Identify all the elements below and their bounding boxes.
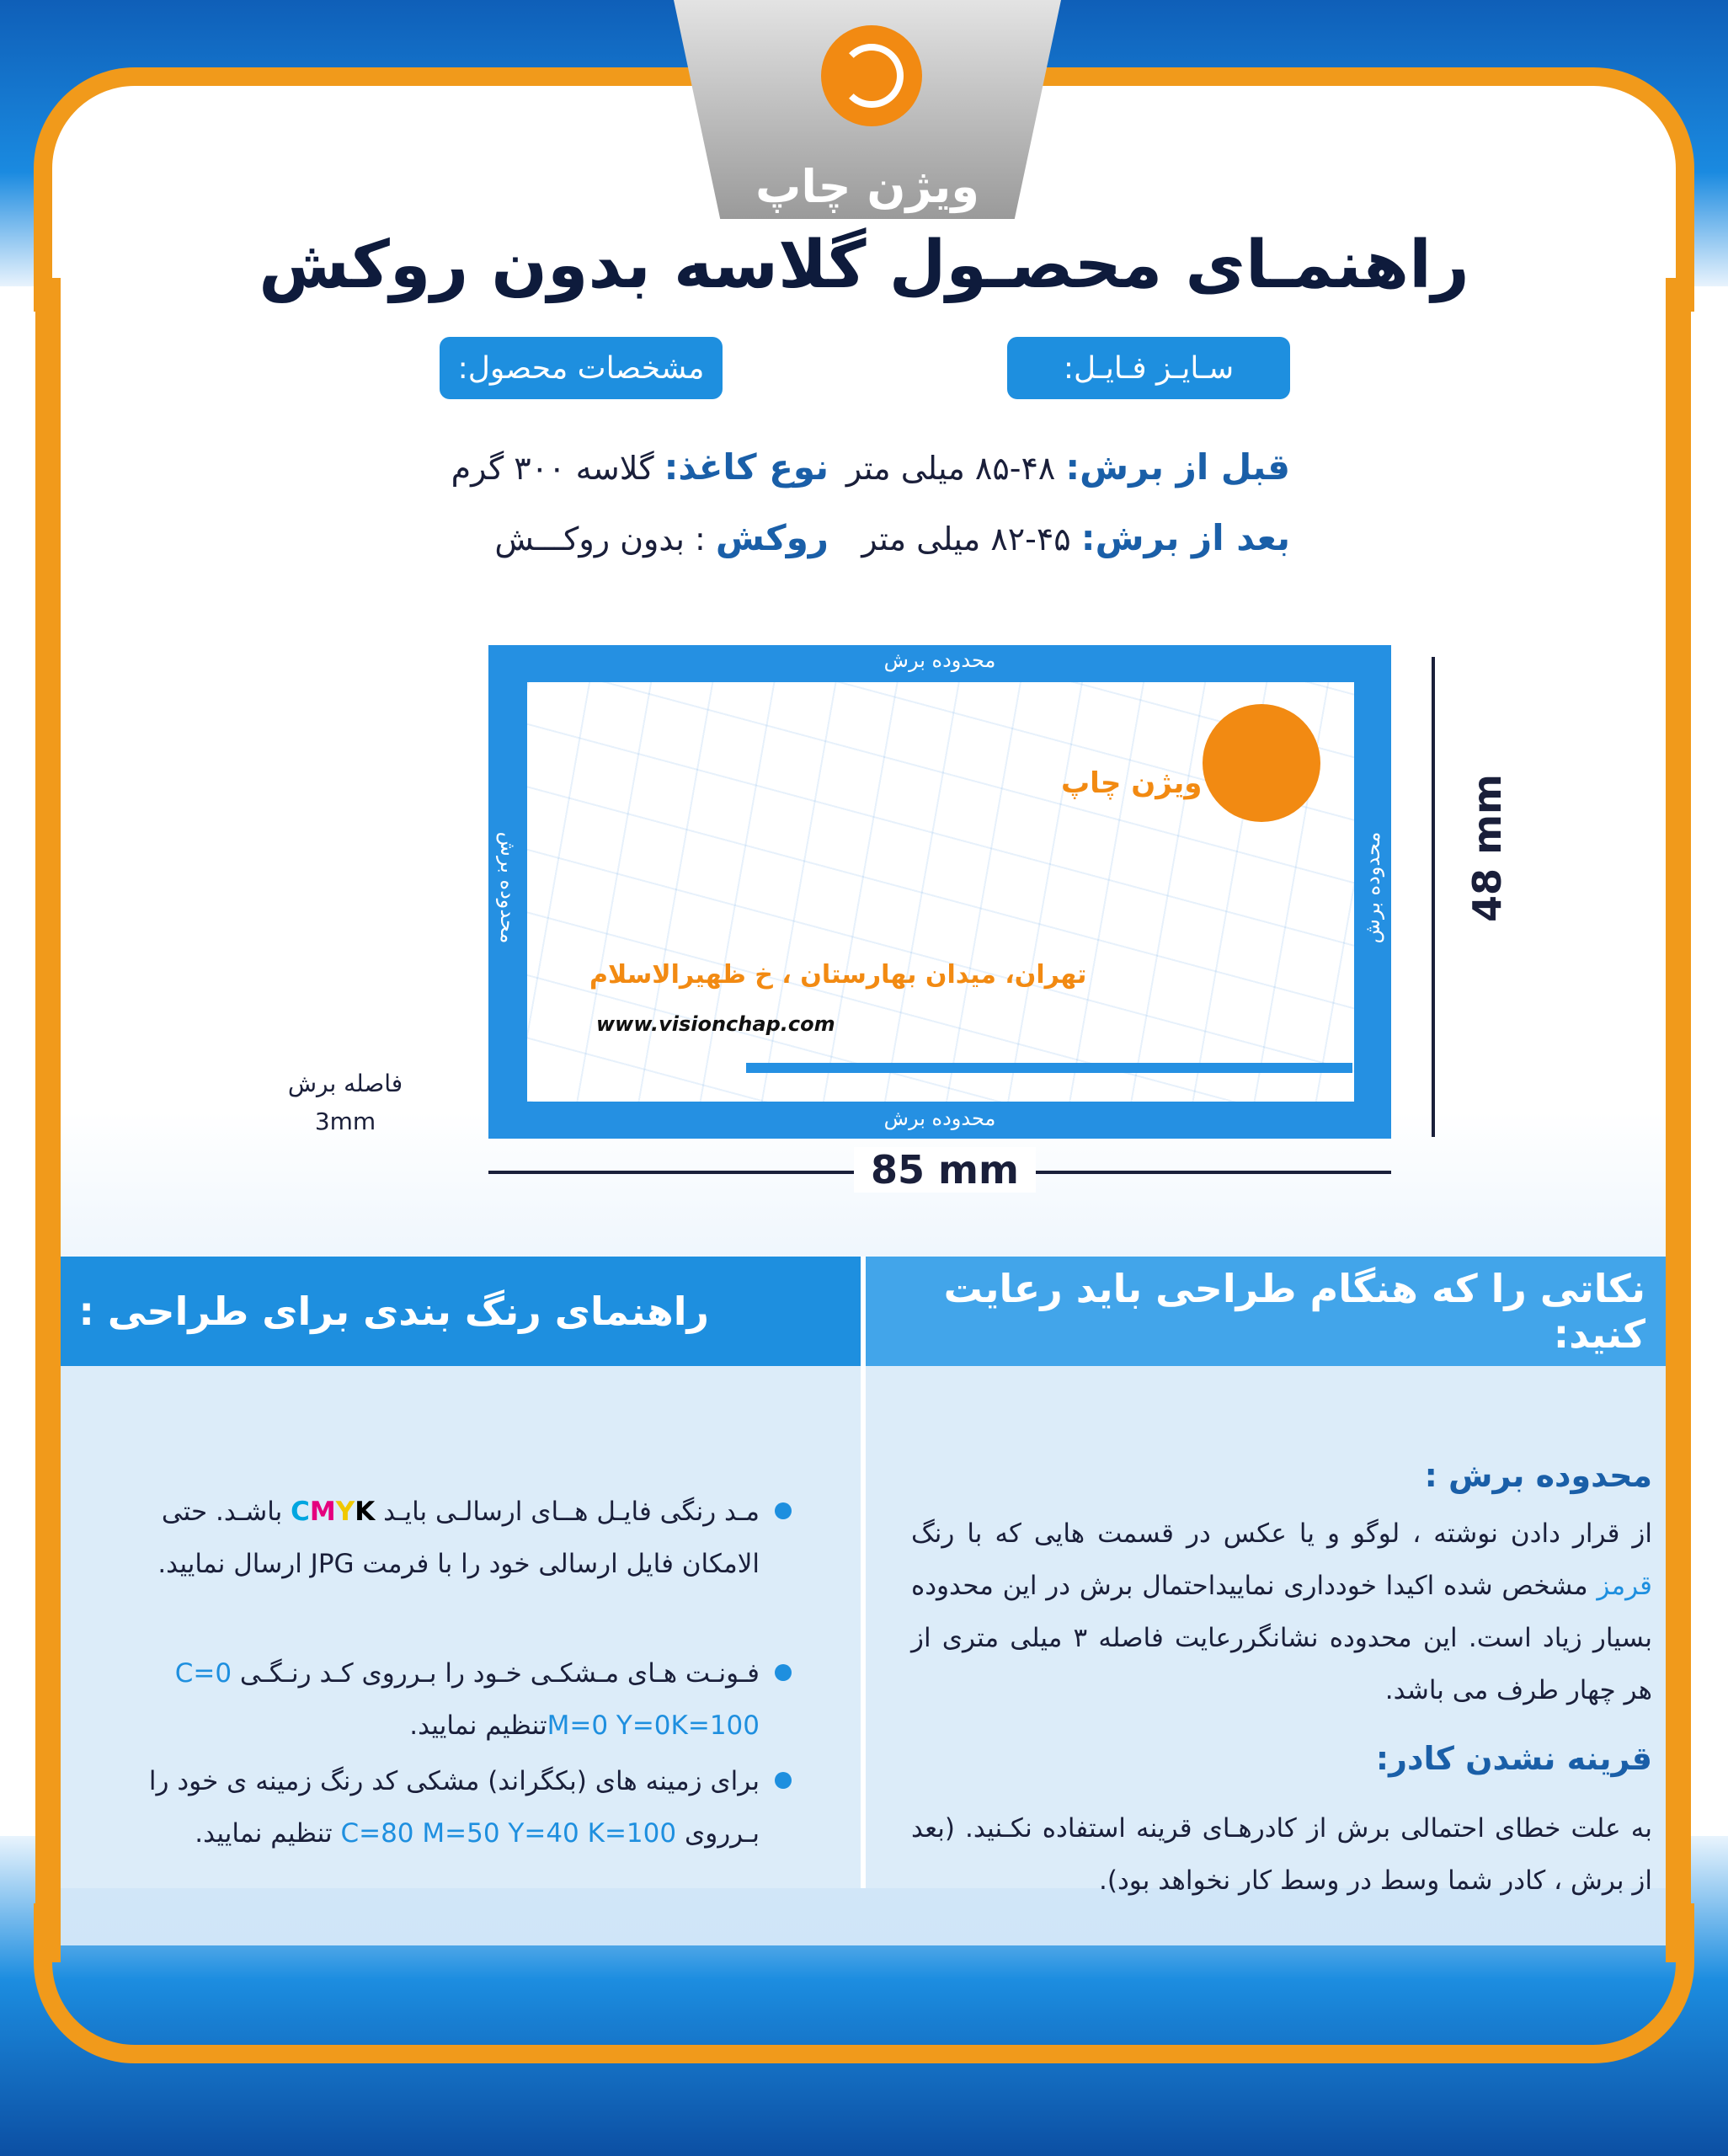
after-cut-key: بعد از برش: [1080,517,1290,558]
card-brand-name: ویژن چاپ [1061,766,1203,800]
coating-key: روکش [715,517,829,558]
bullet-dot-3 [775,1772,792,1789]
b2-pre: فـونـت هـای مـشکـی خـود را بـرروی کـد رنـگـی [239,1658,760,1689]
frame-left-bar [35,278,61,1962]
paper-value: گلاسه ۳۰۰ گرم [451,450,654,487]
brand-logo-icon [821,25,922,126]
card-address: تهران، میدان بهارستان ، خ ظهیرالاسلام [589,960,1087,990]
cut-area-text [911,1508,1652,1716]
gap-label: فاصله برش [287,1070,403,1097]
frame-text: به علت خطای احتمالی برش از کادرهـای قرینه استفاده نکـنید. (بعد از برش ، کادر شما وسط در وسط کار نخواهد بود). [911,1813,1652,1896]
cmyk-m: M [309,1497,336,1527]
after-cut-value: ۴۵-۸۲ [990,520,1071,558]
cut-label-top: محدوده برش [883,648,996,672]
gap-value: 3mm [314,1107,376,1135]
card-website: www.visionchap.com [596,1012,835,1036]
before-cut-key: قبل از برش: [1065,446,1290,488]
card-stripe [746,1063,1352,1073]
cut-text-2: مشخص شده اکیدا خودداری نماییداحتمال برش در این محدوده بسیار زیاد است. این محدوده نشانگررعایت فاصله ۳ میلی متری از هر چهار طرف می باشد. [911,1571,1652,1705]
section-divider [861,1257,866,1888]
cut-text-red: قرمز [1597,1571,1652,1601]
after-cut-unit: میلی متر [861,520,981,558]
product-specs-badge: مشخصات محصول: [440,337,723,399]
cut-label-bottom: محدوده برش [883,1107,996,1130]
before-cut-unit: میلی متر [845,450,965,487]
before-cut-row [846,446,1290,488]
b3-pre: برای زمینه های (بکگراند) مشکی کد رنگ زمینه ی خود را بـرروی [148,1766,760,1849]
cut-label-left: محدوده برش [496,831,520,944]
page-title: راهنمـای محصـول گلاسه بدون روکش [259,227,1469,303]
bullet-dot-2 [775,1664,792,1681]
b2-code: C=0 M=0 Y=0K=100 [174,1658,760,1741]
brand-name: ویژن چاپ [755,160,979,213]
frame-title: قرینه نشدن کادر: [1375,1740,1652,1777]
frame-right-bar [1666,278,1691,1962]
b1-pre: مـد رنگی فایـل هــای ارسالـی بایـد [383,1497,760,1527]
coating-row [494,517,829,558]
b3-post: تنظیم نمایید. [195,1818,333,1849]
coating-value: بدون روکـــش [494,520,685,558]
cmyk-y: Y [335,1497,355,1527]
card-logo-icon [1203,704,1320,822]
cut-area-title: محدوده برش : [1424,1457,1652,1494]
color-mode-bullet [120,1486,760,1590]
bullet-dot-1 [775,1502,792,1519]
cmyk-c: C [291,1497,310,1527]
height-label: 48 mm [1464,767,1510,929]
height-arrow [1432,657,1435,1137]
background-color-bullet [120,1755,760,1860]
cmyk-k: K [355,1497,376,1527]
after-cut-row [861,517,1290,558]
before-cut-value: ۴۸-۸۵ [974,450,1056,487]
cut-text-1: از قرار دادن نوشته ، لوگو و یا عکس در قسمت هایی که با رنگ [911,1518,1652,1549]
file-size-badge: سـایـز فـایـل: [1007,337,1290,399]
coating-sep: : [695,520,706,558]
paper-key: نوع کاغذ: [664,446,829,488]
cut-label-right: محدوده برش [1361,831,1384,944]
b3-code: C=80 M=50 Y=40 K=100 [340,1818,677,1849]
paper-row [451,446,829,488]
colors-header: راهنمای رنگ بندی برای طراحی : [61,1257,861,1366]
b2-post: تنظیم نمایید. [409,1710,547,1741]
font-color-bullet [120,1647,760,1752]
b1-post: باشـد. حتی الامکان فایل ارسالی خود را با فرمت JPG ارسال نمایید. [157,1497,760,1579]
tips-header: نکاتی را که هنگام طراحی باید رعایت کنید: [866,1257,1666,1366]
width-label: 85 mm [854,1147,1036,1193]
